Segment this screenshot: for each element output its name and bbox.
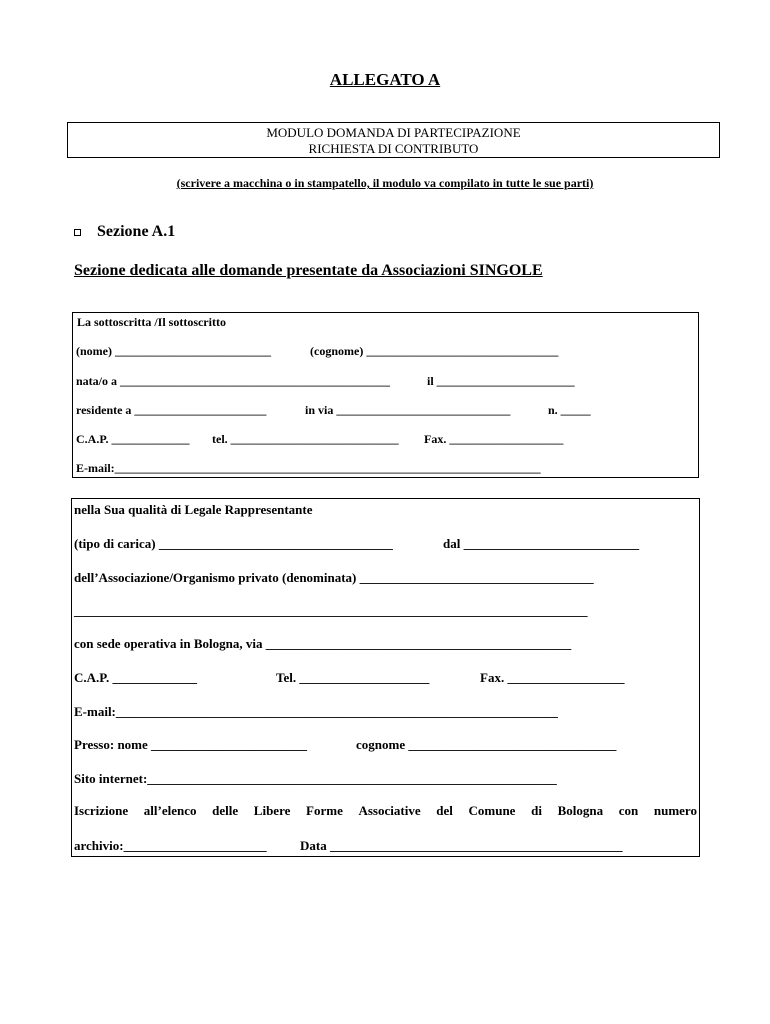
page-title: ALLEGATO A <box>329 70 441 89</box>
section-subtitle: Sezione dedicata alle domande presentate da Associazioni SINGOLE <box>74 262 543 279</box>
civic-number-field[interactable]: n. _____ <box>548 403 591 417</box>
org-cap-field[interactable]: C.A.P. _____________ <box>74 670 198 685</box>
org-tel-field[interactable]: Tel. ____________________ <box>276 670 430 685</box>
iscrizione-word: con <box>618 803 639 818</box>
qualita-label: nella Sua qualità di Legale Rappresentante <box>74 502 313 517</box>
sito-field[interactable]: Sito internet:_______________________________________________________________ <box>74 771 557 786</box>
tel-field[interactable]: tel. ____________________________ <box>212 432 399 446</box>
dal-field[interactable]: dal ___________________________ <box>443 536 640 551</box>
presso-nome-field[interactable]: Presso: nome ________________________ <box>74 737 308 752</box>
sede-field[interactable]: con sede operativa in Bologna, via _______________________________________________ <box>74 636 572 651</box>
iscrizione-word: Comune <box>468 803 516 818</box>
nome-field[interactable]: (nome) __________________________ <box>76 344 271 358</box>
iscrizione-word: Forme <box>306 803 343 818</box>
associazione-field[interactable]: dell’Associazione/Organismo privato (denominata) ____________________________________ <box>74 570 594 585</box>
iscrizione-word: Bologna <box>557 803 604 818</box>
fax-field[interactable]: Fax. ___________________ <box>424 432 564 446</box>
form-header-line2: RICHIESTA DI CONTRIBUTO <box>308 141 479 156</box>
applicant-intro: La sottoscritta /Il sottoscritto <box>77 315 226 329</box>
residente-field[interactable]: residente a ______________________ <box>76 403 267 417</box>
email-field[interactable]: E-mail:_______________________________________________________________________ <box>76 461 541 475</box>
iscrizione-word: Iscrizione <box>74 803 129 818</box>
carica-field[interactable]: (tipo di carica) ____________________________________ <box>74 536 393 551</box>
org-email-field[interactable]: E-mail:____________________________________________________________________ <box>74 704 558 719</box>
form-header-line1: MODULO DOMANDA DI PARTECIPAZIONE <box>266 125 521 140</box>
iscrizione-word: Libere <box>253 803 291 818</box>
presso-cognome-field[interactable]: cognome ________________________________ <box>356 737 617 752</box>
applicant-box <box>72 312 699 478</box>
iscrizione-word: delle <box>212 803 239 818</box>
iscrizione-word: Associative <box>358 803 421 818</box>
org-fax-field[interactable]: Fax. __________________ <box>480 670 625 685</box>
checkbox-icon <box>74 229 81 236</box>
associazione-field-continued[interactable]: _______________________________________________________________________________ <box>74 603 588 618</box>
via-field[interactable]: in via _____________________________ <box>305 403 511 417</box>
data-field[interactable]: Data _____________________________________________ <box>300 838 623 853</box>
archivio-field[interactable]: archivio:______________________ <box>74 838 267 853</box>
section-title: Sezione A.1 <box>97 223 176 240</box>
iscrizione-word: di <box>531 803 542 818</box>
iscrizione-word: del <box>436 803 453 818</box>
form-header-box <box>67 122 720 158</box>
iscrizione-word: all’elenco <box>143 803 197 818</box>
iscrizione-word: numero <box>653 803 697 818</box>
iscrizione-line <box>74 803 697 819</box>
cap-field[interactable]: C.A.P. _____________ <box>76 432 190 446</box>
instructions: (scrivere a macchina o in stampatello, il modulo va compilato in tutte le sue parti) <box>176 176 594 190</box>
birthdate-field[interactable]: il _______________________ <box>427 374 575 388</box>
nato-field[interactable]: nata/o a _____________________________________________ <box>76 374 391 388</box>
cognome-field[interactable]: (cognome) ________________________________ <box>310 344 559 358</box>
